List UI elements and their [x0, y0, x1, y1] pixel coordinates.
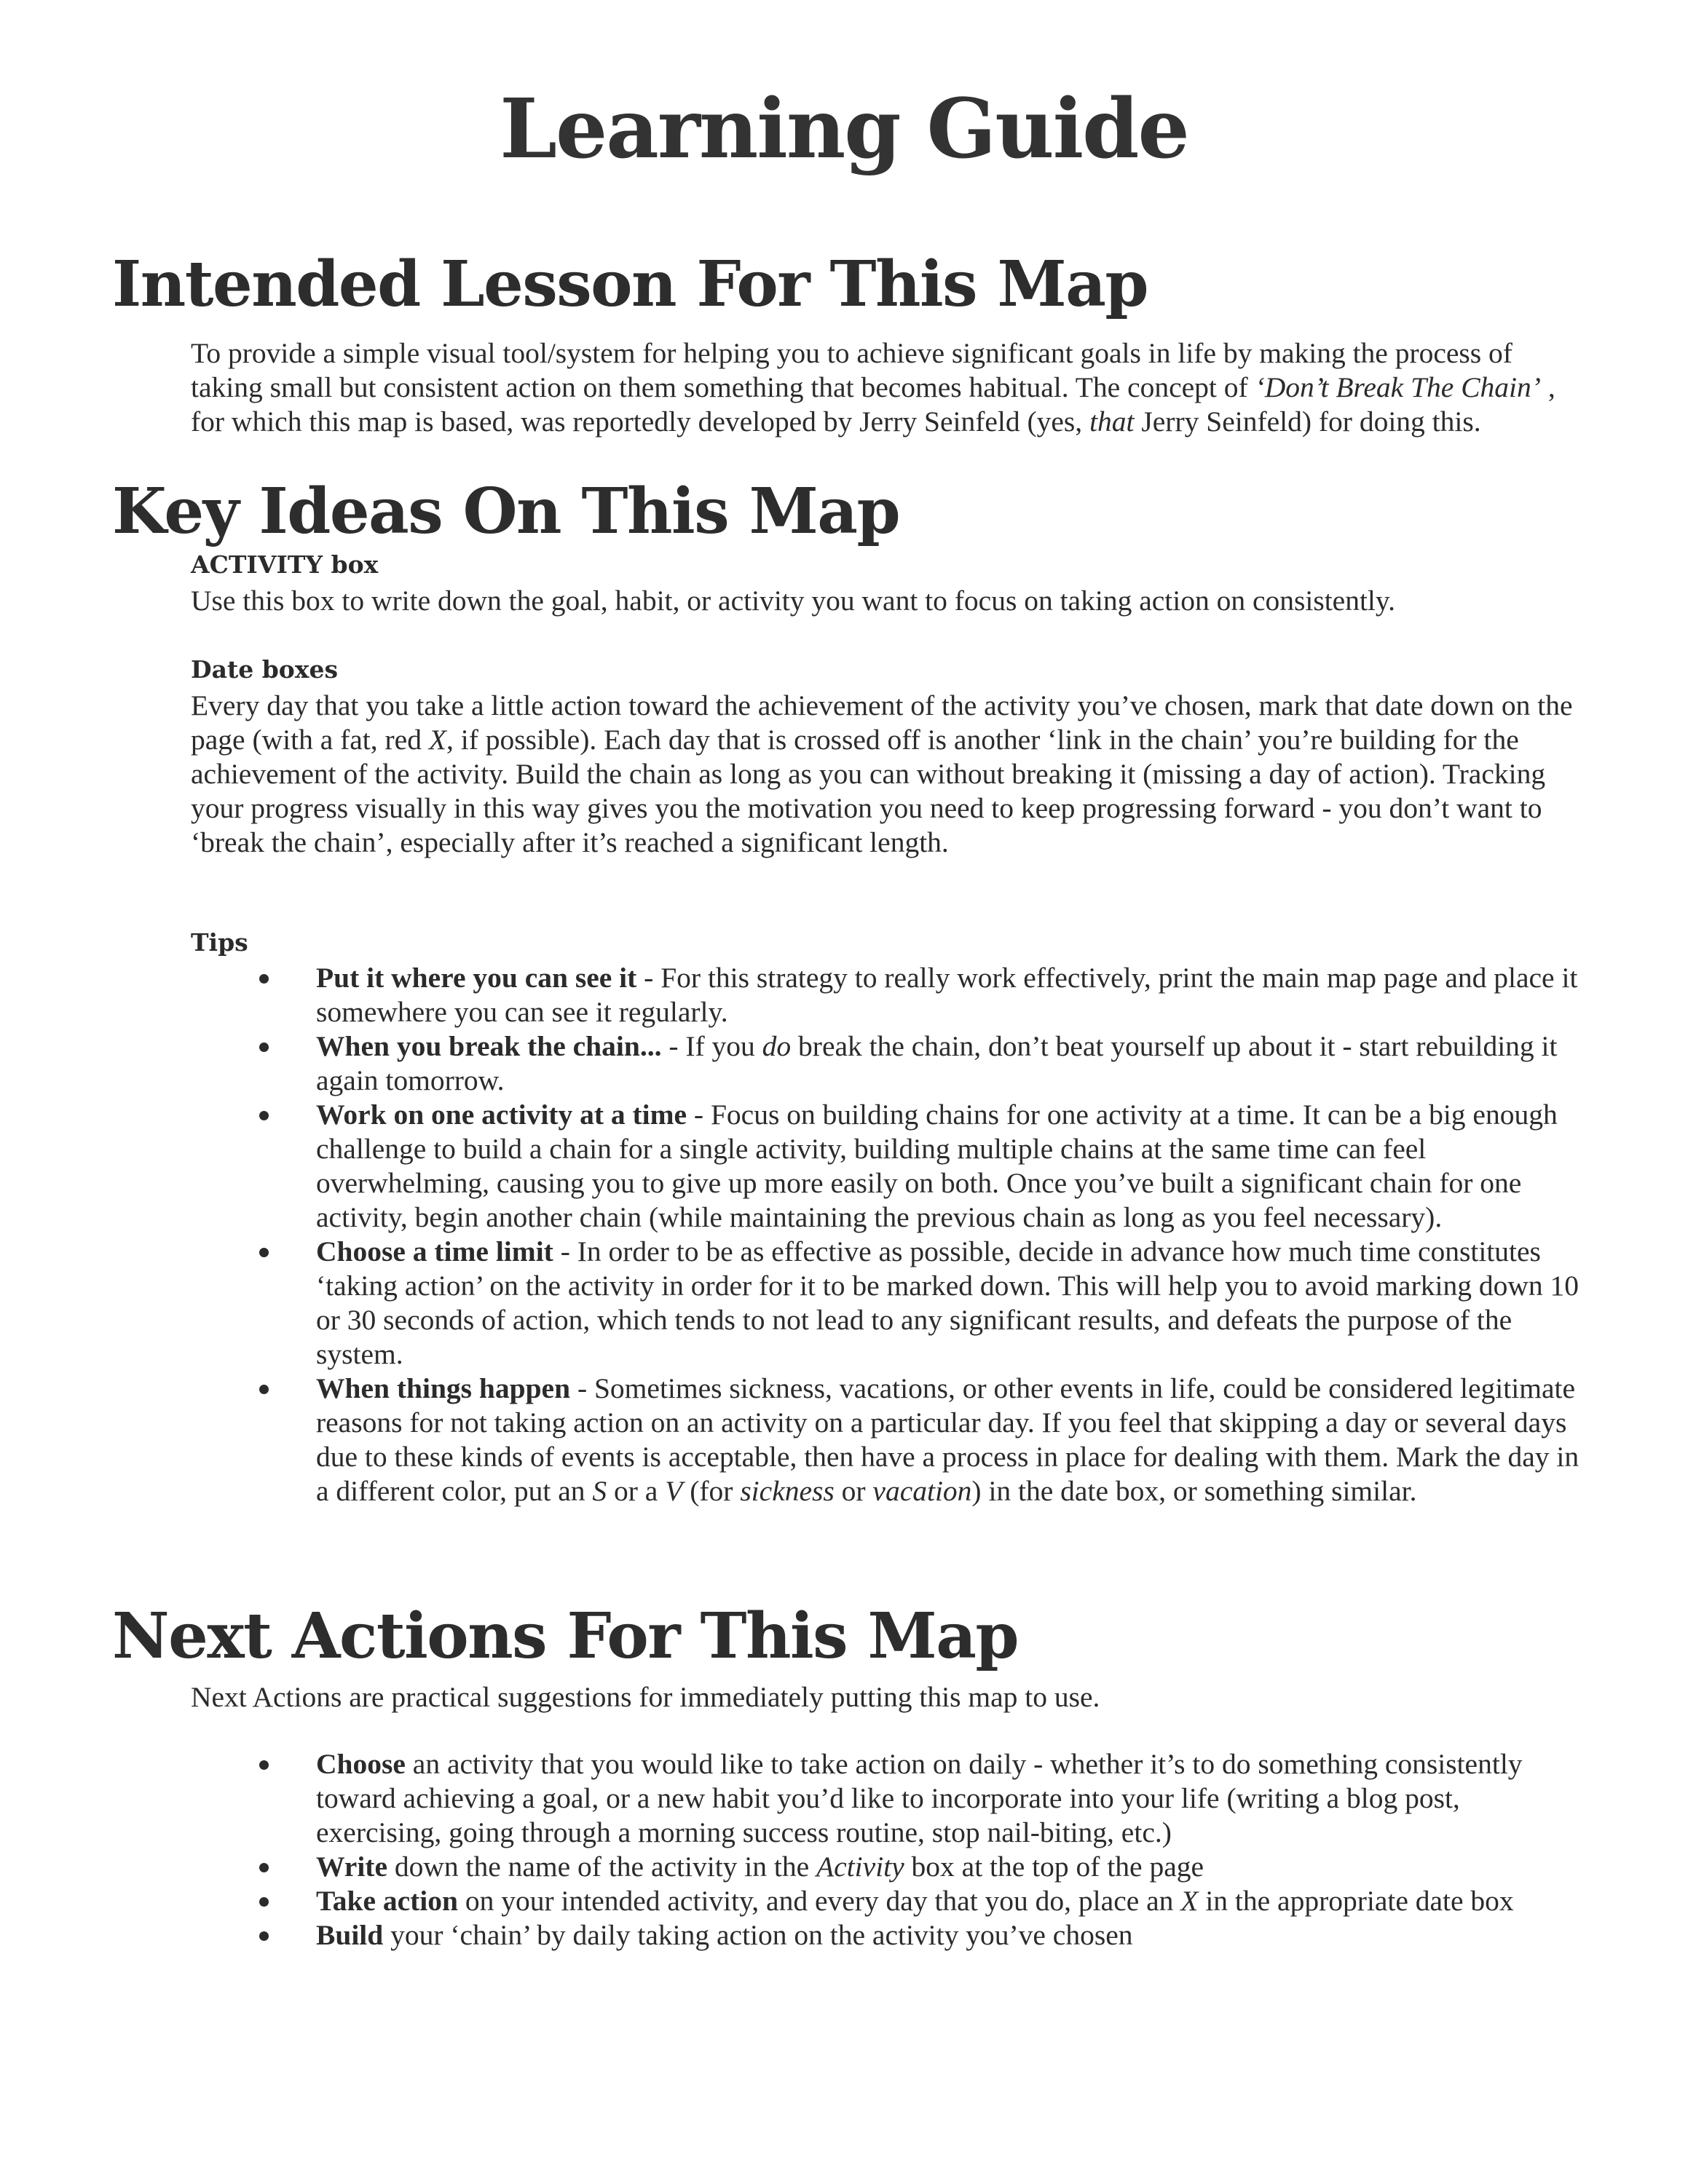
tips-label: Tips	[191, 928, 248, 957]
tip-text: - Focus on building chains for one activity at a time. It can be a big enough challenge to build a chain for a single activity, building multiple chains at the same time can feel overwhelming, causing you to give up more easily on both. Once you’ve built a significant chain for one activity, begin another chain (while maintaining the previous chain as long as you feel necessary).	[316, 1099, 1558, 1233]
date-x: X	[428, 724, 446, 756]
bullet-icon	[259, 1385, 269, 1394]
lesson-text-2: , for which this map is based, was reportedly developed by Jerry Seinfeld (yes,	[191, 371, 1555, 438]
date-boxes-label: Date boxes	[191, 655, 339, 684]
list-item	[191, 1884, 1589, 1918]
tip-text: - If you	[661, 1030, 762, 1062]
tip-italic: do	[762, 1030, 792, 1062]
tip-text: - For this strategy to really work effectively, print the main map page and place it somewhere you can see it regularly.	[316, 962, 1578, 1028]
list-item	[191, 1850, 1589, 1884]
action-text: on your intended activity, and every day that you do, place an	[457, 1885, 1181, 1917]
next-actions-list	[191, 1747, 1589, 1952]
tip-text: (for	[682, 1475, 741, 1507]
tip-text: - In order to be as effective as possible, decide in advance how much time constitutes ‘taking action’ on the activity in order for it to be marked down. This will help you to avoid marking down 10 or 30 seconds of action, which tends to not lead to any significant results, and defeats the purpose of the system.	[316, 1235, 1579, 1370]
next-actions-heading: Next Actions For This Map	[112, 1599, 1019, 1673]
action-text: an activity that you would like to take action on daily - whether it’s to do something consistently toward achieving a goal, or a new habit you’d like to incorporate into your life (writing a blog post, exercising, going through a morning success routine, stop nail-biting, etc.)	[316, 1748, 1523, 1848]
tip-text: or a	[607, 1475, 666, 1507]
lesson-heading: Intended Lesson For This Map	[112, 248, 1148, 321]
tip-text: or	[834, 1475, 873, 1507]
lesson-quote: ‘Don’t Break The Chain’	[1255, 371, 1541, 403]
action-text: your ‘chain’ by daily taking action on the activity you’ve chosen	[383, 1919, 1133, 1951]
tip-bold: When things happen	[316, 1372, 571, 1404]
tip-text: - Sometimes sickness, vacations, or other events in life, could be considered legitimate reasons for not taking action on an activity on a particular day. If you feel that skipping a day or several days due to these kinds of events is acceptable, then have a process in place for dealing with them. Mark the day in a different color, put an	[316, 1372, 1579, 1507]
page-title: Learning Guide	[500, 82, 1188, 177]
tip-italic: S	[592, 1475, 607, 1507]
lesson-text-1: To provide a simple visual tool/system for helping you to achieve significant goals in life by making the process of taking small but consistent action on them something that becomes habitual. The concept of	[191, 337, 1513, 403]
tips-list	[191, 961, 1589, 1508]
tip-text: break the chain, don’t beat yourself up about it - start rebuilding it again tomorrow.	[316, 1030, 1558, 1096]
list-item	[191, 1747, 1589, 1850]
tip-bold: Work on one activity at a time	[316, 1099, 687, 1131]
bullet-icon	[259, 974, 269, 984]
list-item	[191, 961, 1589, 1029]
lesson-paragraph	[191, 336, 1589, 439]
date-boxes-text	[191, 689, 1589, 860]
list-item	[191, 1372, 1589, 1508]
tip-italic: sickness	[740, 1475, 835, 1507]
bullet-icon	[259, 1111, 269, 1120]
action-bold: Write	[316, 1851, 387, 1883]
list-item	[191, 1029, 1589, 1098]
bullet-icon	[259, 1863, 269, 1872]
list-item	[191, 1098, 1589, 1235]
lesson-text-3: Jerry Seinfeld) for doing this.	[1134, 405, 1481, 438]
bullet-icon	[259, 1931, 269, 1941]
date-text-2: , if possible). Each day that is crossed off is another ‘link in the chain’ you’re building for the achievement of the activity. Build the chain as long as you can without breaking it (missing a day of action). Tracking your progress visually in this way gives you the motivation you need to keep progressing forward - you don’t want to ‘break the chain’, especially after it’s reached a significant length.	[191, 724, 1546, 858]
bullet-icon	[259, 1897, 269, 1907]
action-text: down the name of the activity in the	[387, 1851, 817, 1883]
tip-bold: Choose a time limit	[316, 1235, 553, 1267]
list-item	[191, 1918, 1589, 1952]
tip-italic: V	[665, 1475, 683, 1507]
bullet-icon	[259, 1760, 269, 1770]
date-text-1: Every day that you take a little action toward the achievement of the activity you’ve chosen, mark that date down on the page (with a fat, red	[191, 689, 1573, 756]
action-bold: Take action	[316, 1885, 458, 1917]
lesson-that: that	[1089, 405, 1135, 438]
action-bold: Choose	[316, 1748, 406, 1780]
key-ideas-heading: Key Ideas On This Map	[112, 475, 900, 548]
action-italic: Activity	[816, 1851, 904, 1883]
tip-bold: Put it where you can see it	[316, 962, 637, 994]
list-item	[191, 1235, 1589, 1372]
activity-box-text: Use this box to write down the goal, habit, or activity you want to focus on taking action on consistently.	[191, 585, 1395, 617]
action-text: in the appropriate date box	[1198, 1885, 1514, 1917]
action-text: box at the top of the page	[904, 1851, 1204, 1883]
tip-bold: When you break the chain...	[316, 1030, 662, 1062]
bullet-icon	[259, 1042, 269, 1052]
action-italic: X	[1180, 1885, 1199, 1917]
next-actions-intro: Next Actions are practical suggestions for immediately putting this map to use.	[191, 1681, 1100, 1713]
action-bold: Build	[316, 1919, 384, 1951]
activity-box-label: ACTIVITY box	[191, 550, 379, 579]
bullet-icon	[259, 1248, 269, 1257]
tip-italic: vacation	[872, 1475, 972, 1507]
tip-text: ) in the date box, or something similar.	[971, 1475, 1417, 1507]
